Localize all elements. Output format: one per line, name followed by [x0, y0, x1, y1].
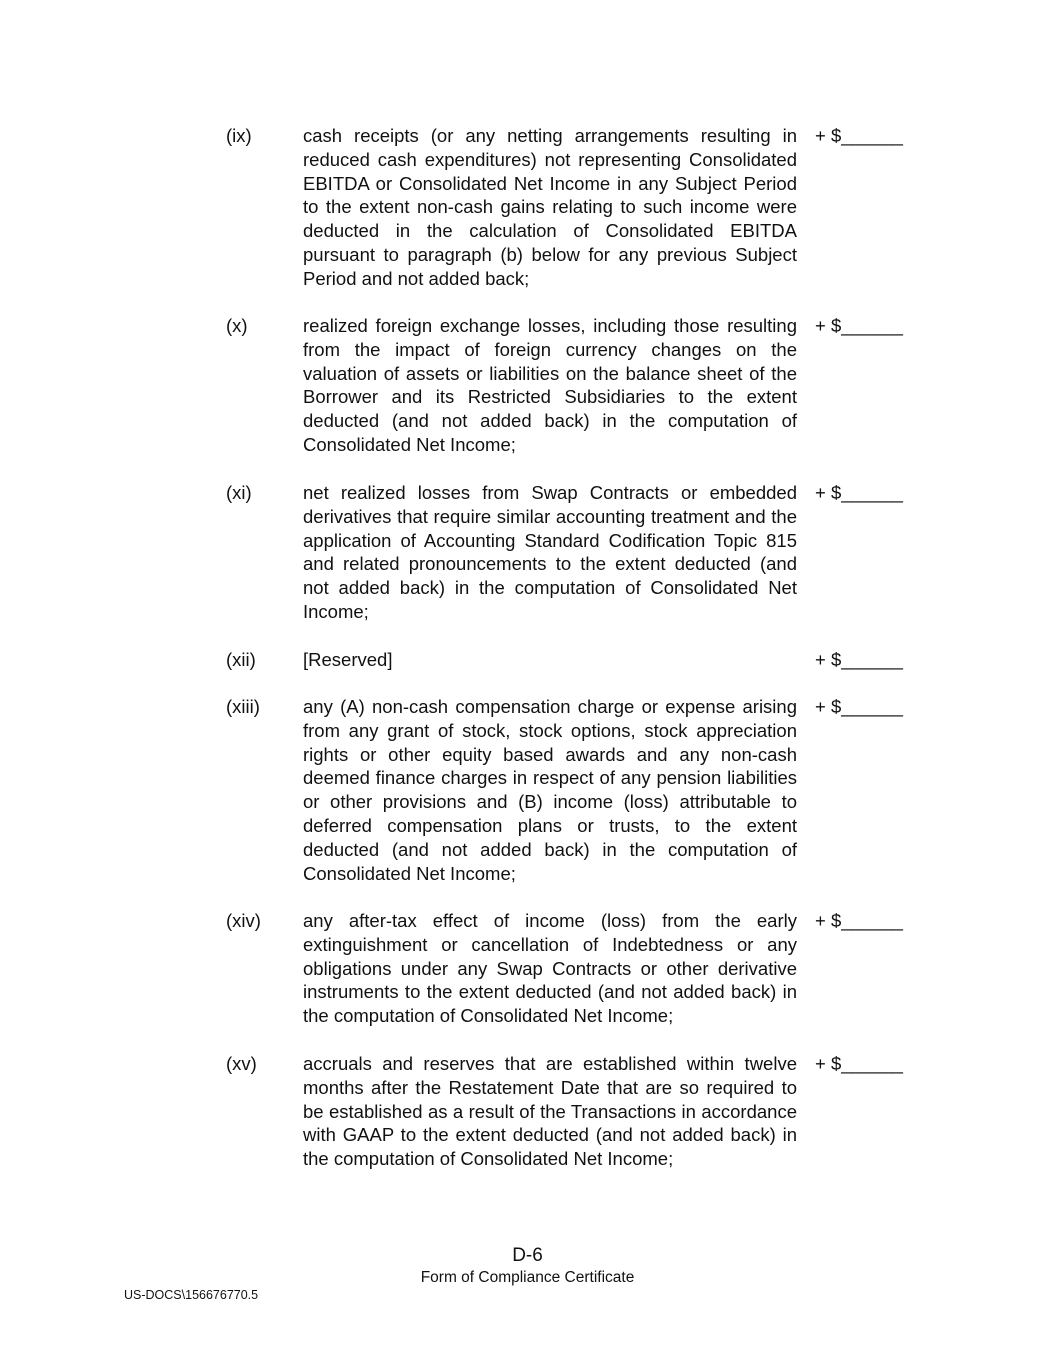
item-text: any (A) non-cash compensation charge or expense arising from any grant of stock, stock options, stock appreciation rights or other equity based awards and any non-cash deemed finance charges in respect of any pension liabilities or other provisions and (B) income (loss) attributable to deferred compensation plans or trusts, to the extent deducted (and not added back) in the computation of Consolidated Net Income;: [303, 696, 797, 884]
item-text: net realized losses from Swap Contracts or embedded derivatives that require similar accounting treatment and the application of Accounting Standard Codification Topic 815 and related pronouncements to the extent deducted (and not added back) in the computation of Consolidated Net Income;: [303, 482, 797, 622]
item-text: any after-tax effect of income (loss) from the early extinguishment or cancellation of Indebtedness or any obligations under any Swap Contracts or other derivative instruments to the extent deducted (and not added back) in the computation of Consolidated Net Income;: [303, 910, 797, 1027]
amount-blank: + $______: [815, 649, 903, 670]
amount-blank: + $______: [815, 1053, 903, 1074]
footer-page-number: D-6: [512, 1245, 543, 1266]
document-id: US-DOCS\156676770.5: [124, 1288, 259, 1302]
item-text: cash receipts (or any netting arrangements resulting in reduced cash expenditures) not representing Consolidated EBITDA or Consolidated Net Income in any Subject Period to the extent non-cash gains relating to such income were deducted in the calculation of Consolidated EBITDA pursuant to paragraph (b) below for any previous Subject Period and not added back;: [303, 125, 797, 289]
item-number: (xii): [226, 649, 256, 670]
amount-blank: + $______: [815, 482, 903, 503]
amount-blank: + $______: [815, 910, 903, 931]
item-number: (xiv): [226, 910, 261, 931]
item-text: realized foreign exchange losses, including those resulting from the impact of foreign currency changes on the valuation of assets or liabilities on the balance sheet of the Borrower and its Restricted Subsidiaries to the extent deducted (and not added back) in the computation of Consolidated Net Income;: [303, 315, 797, 455]
item-number: (xv): [226, 1053, 257, 1074]
amount-blank: + $______: [815, 696, 903, 717]
amount-blank: + $______: [815, 125, 903, 146]
item-number: (xiii): [226, 696, 260, 717]
item-text: accruals and reserves that are established within twelve months after the Restatement Date that are so required to be established as a result of the Transactions in accordance with GAAP to the extent deducted (and not added back) in the computation of Consolidated Net Income;: [303, 1053, 797, 1170]
footer-title: Form of Compliance Certificate: [420, 1269, 635, 1286]
amount-blank: + $______: [815, 315, 903, 336]
item-number: (ix): [226, 125, 252, 146]
item-number: (x): [226, 315, 248, 336]
item-number: (xi): [226, 482, 252, 503]
item-text: [Reserved]: [303, 649, 393, 670]
